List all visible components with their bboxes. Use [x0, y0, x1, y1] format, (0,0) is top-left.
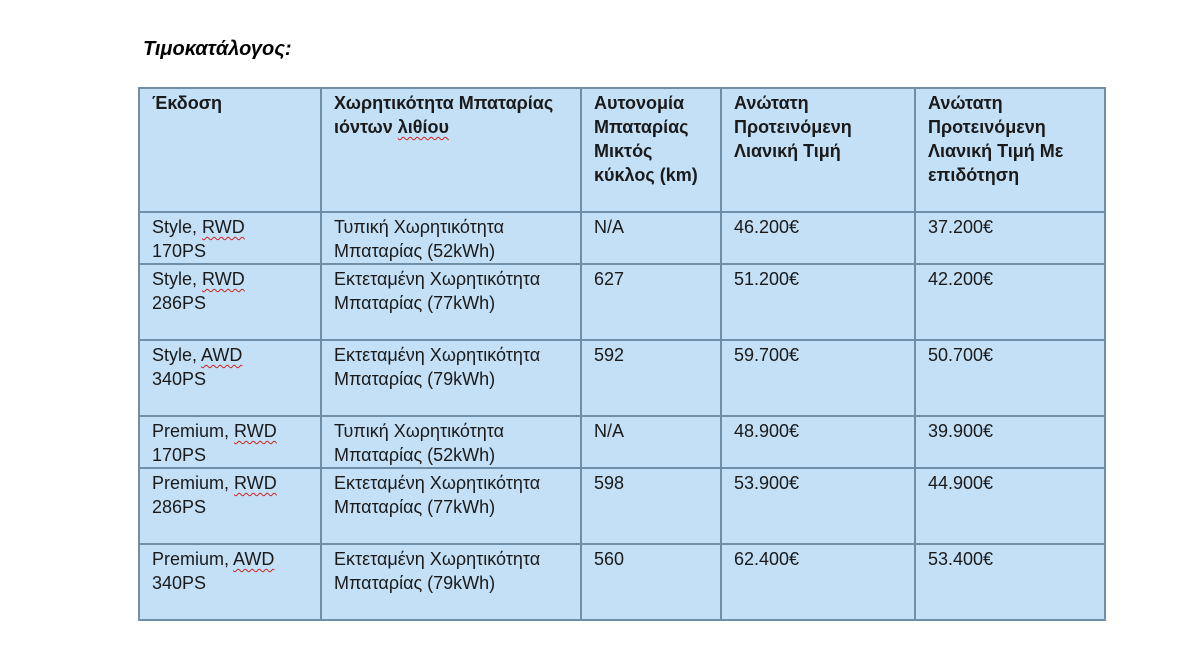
- cell-price: 46.200€: [721, 212, 915, 264]
- header-retail-price: Ανώτατη Προτεινόμενη Λιανική Τιμή: [721, 88, 915, 212]
- cell-range: N/A: [581, 416, 721, 468]
- price-list-table: [138, 87, 1106, 621]
- cell-price-subsidy: 44.900€: [915, 468, 1105, 544]
- cell-price-subsidy: 53.400€: [915, 544, 1105, 620]
- version-drive: AWD: [201, 345, 243, 365]
- version-drive: AWD: [233, 549, 275, 569]
- version-power: 170PS: [152, 241, 207, 261]
- table-row: [139, 340, 1105, 416]
- version-trim: Premium,: [152, 421, 230, 441]
- cell-price-subsidy: 37.200€: [915, 212, 1105, 264]
- cell-price: 53.900€: [721, 468, 915, 544]
- version-drive: RWD: [234, 473, 277, 493]
- header-battery-range: Αυτονομία Μπαταρίας Μικτός κύκλος (km): [581, 88, 721, 212]
- version-drive: RWD: [202, 269, 245, 289]
- cell-version: [139, 264, 321, 340]
- version-power: 170PS: [152, 445, 207, 465]
- header-version: Έκδοση: [139, 88, 321, 212]
- table-row: [139, 212, 1105, 264]
- cell-range: 560: [581, 544, 721, 620]
- version-trim: Premium,: [152, 549, 230, 569]
- header-capacity-last-word: λιθίου: [397, 117, 449, 137]
- version-drive: RWD: [202, 217, 245, 237]
- cell-range: 592: [581, 340, 721, 416]
- version-trim: Style,: [152, 269, 198, 289]
- cell-capacity: Εκτεταμένη Χωρητικότητα Μπαταρίας (79kWh): [321, 340, 581, 416]
- cell-price-subsidy: 42.200€: [915, 264, 1105, 340]
- cell-capacity: Εκτεταμένη Χωρητικότητα Μπαταρίας (77kWh): [321, 264, 581, 340]
- cell-price: 59.700€: [721, 340, 915, 416]
- header-capacity-text: Χωρητικότητα Μπαταρίας ιόντων: [334, 93, 554, 137]
- version-trim: Style,: [152, 345, 198, 365]
- version-power: 286PS: [152, 497, 207, 517]
- page-title: Τιμοκατάλογος:: [143, 38, 292, 60]
- table-row: [139, 264, 1105, 340]
- version-power: 340PS: [152, 573, 207, 593]
- version-power: 340PS: [152, 369, 207, 389]
- cell-version: [139, 212, 321, 264]
- cell-range: 598: [581, 468, 721, 544]
- cell-version: [139, 468, 321, 544]
- table-row: [139, 416, 1105, 468]
- table-row: [139, 544, 1105, 620]
- cell-price: 48.900€: [721, 416, 915, 468]
- cell-capacity: Τυπική Χωρητικότητα Μπαταρίας (52kWh): [321, 416, 581, 468]
- cell-price: 51.200€: [721, 264, 915, 340]
- cell-capacity: Τυπική Χωρητικότητα Μπαταρίας (52kWh): [321, 212, 581, 264]
- header-battery-capacity: [321, 88, 581, 212]
- version-power: 286PS: [152, 293, 207, 313]
- version-trim: Premium,: [152, 473, 230, 493]
- cell-capacity: Εκτεταμένη Χωρητικότητα Μπαταρίας (79kWh): [321, 544, 581, 620]
- table-row: [139, 468, 1105, 544]
- cell-price: 62.400€: [721, 544, 915, 620]
- version-drive: RWD: [234, 421, 277, 441]
- cell-version: [139, 544, 321, 620]
- header-retail-price-subsidy: Ανώτατη Προτεινόμενη Λιανική Τιμή Με επιδότηση: [915, 88, 1105, 212]
- cell-version: [139, 340, 321, 416]
- cell-price-subsidy: 39.900€: [915, 416, 1105, 468]
- cell-range: N/A: [581, 212, 721, 264]
- table-header-row: [139, 88, 1105, 212]
- cell-price-subsidy: 50.700€: [915, 340, 1105, 416]
- cell-version: [139, 416, 321, 468]
- cell-range: 627: [581, 264, 721, 340]
- version-trim: Style,: [152, 217, 198, 237]
- cell-capacity: Εκτεταμένη Χωρητικότητα Μπαταρίας (77kWh): [321, 468, 581, 544]
